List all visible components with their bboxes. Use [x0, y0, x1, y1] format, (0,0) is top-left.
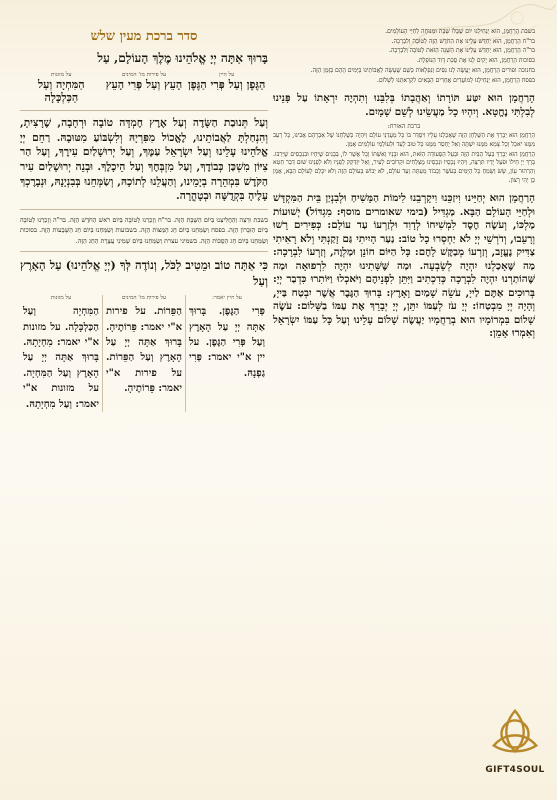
intro-line: בחנוכה ופורים הָרַחֲמָן, הוּא יַעֲשֶׂה לָנוּ נִסִּים וְנִפְלָאוֹת כְּשֵׁם שֶׁעָשָׂה לַאֲבוֹתֵינוּ בַּיָּמִים הָהֵם בַּזְּמַן הַזֶּה. [310, 66, 535, 74]
intro-line: בסוכות הָרַחֲמָן, הוּא יָקִים לָנוּ אֶת סֻכַּת דָּוִד הַנּוֹפָלֶת. [417, 57, 535, 65]
variant-column [103, 295, 185, 412]
divider [20, 209, 268, 210]
variant-heading: על מזונות [51, 72, 72, 79]
variant-text: הַפֵּרוֹת. על פירות א"י יאמר: פֵּרוֹתֶיהָ. בָּרוּךְ אַתָּה יְיָ עַל הָאָרֶץ וְעַל הַפֵּרוֹת. על פירות א"י יאמר: פֵּרוֹתֶיהָ. [106, 306, 182, 395]
right-column [273, 28, 535, 341]
closing-harachaman-paragraph: הָרַחֲמָן הוּא יְחַיֵּינוּ וִיזַכֵּנוּ וִיקָרְבֵנוּ לִימוֹת הַמָּשִׁיחַ וּלְבִנְיַן בֵּית הַמִּקְדָּשׁ וּלְחַיֵּי הָעוֹלָם הַבָּא. מַגְדִּיל (בימי שאומרים מוסף: מִגְדּוֹל) יְשׁוּעוֹת מַלְכּוֹ, וְעֹשֶׂה חֶסֶד לִמְשִׁיחוֹ לְדָוִד וּלְזַרְעוֹ עַד עוֹלָם: כְּפִירִים רָשׁוּ וְרָעֵבוּ, וְדֹרְשֵׁי יְיָ לֹא יַחְסְרוּ כָל טוֹב: נַעַר הָיִיתִי גַּם זָקַנְתִּי וְלֹא רָאִיתִי צַדִּיק נֶעֱזָב, וְזַרְעוֹ מְבַקֶּשׁ לָחֶם: כָּל הַיּוֹם חוֹנֵן וּמַלְוֶה, וְזַרְעוֹ לִבְרָכָה: מַה שֶּׁאָכַלְנוּ יִהְיֶה לְשָׂבְעָה. וּמַה שֶּׁשָּׁתִינוּ יִהְיֶה לִרְפוּאָה וּמַה שֶּׁהוֹתַרְנוּ יִהְיֶה לִבְרָכָה כְּדִכְתִיב וַיִּתֵּן לִפְנֵיהֶם וַיֹּאכְלוּ וַיּוֹתִרוּ כִּדְבַר יְיָ: בְּרוּכִים אַתֶּם לַייָ, עֹשֵׂה שָׁמַיִם וָאָרֶץ: בָּרוּךְ הַגֶּבֶר אֲשֶׁר יִבְטַח בַּייָ, וְהָיָה יְיָ מִבְטַחוֹ: יְיָ עֹז לְעַמּוֹ יִתֵּן, יְיָ יְבָרֵךְ אֶת עַמּוֹ בַשָּׁלוֹם: עֹשֶׂה שָׁלוֹם בִּמְרוֹמָיו הוּא בְרַחֲמָיו יַעֲשֶׂה שָׁלוֹם עָלֵינוּ וְעַל כָּל עַמּוֹ יִשְׂרָאֵל וְאִמְרוּ אָמֵן: [273, 192, 535, 340]
closing-blessing: כִּי אַתָּה טוֹב וּמֵטִיב לַכֹּל, וְנוֹדֶה לְּךָ (יְיָ אֱלֹהֵינוּ) עַל הָאָרֶץ וְעַל [20, 258, 268, 289]
variant-table-top [20, 72, 268, 104]
harachaman-paragraph: הָרַחֲמָן הוּא יִטַּע תּוֹרָתוֹ וְאַהֲבָתוֹ בְּלִבֵּנוּ וְתִהְיֶה יִרְאָתוֹ עַל פָּנֵינוּ לְבִלְתִּי נֶחֱטָא. וְיִהְיוּ כָל מַעֲשֵׂינוּ לְשֵׁם שָׁמָיִם. [273, 92, 535, 118]
guest-blessing-text: הָרַחֲמָן הוּא יְבָרֵךְ אֶת הַשֻּׁלְחָן הַזֶּה שֶׁאָכַלְנוּ עָלָיו וִיסַדֵּר בּוֹ כָּל מַעֲדַנֵּי עוֹלָם וְיִהְיֶה כְּשֻׁלְחָנוֹ שֶׁל אַבְרָהָם אָבִינוּ, כָּל רָעֵב מִמֶּנּוּ יֹאכַל וְכָל צָמֵא מִמֶּנּוּ יִשְׁתֶּה וְאַל יֶחְסַר מִמֶּנּוּ כָּל טוּב לָעַד וּלְעוֹלְמֵי עוֹלָמִים אָמֵן. [273, 132, 535, 148]
guest-blessing-label: ברכת האורח: [387, 123, 421, 131]
divider [20, 251, 268, 252]
variant-text: פְּרִי הַגֶּפֶן. בָּרוּךְ אַתָּה יְיָ עַל הָאָרֶץ וְעַל פְּרִי הַגֶּפֶן. על יין א"י יאמר: פְּרִי גַפְנָהּ. [189, 306, 265, 379]
triquetra-logo-icon [486, 703, 544, 761]
variant-column [20, 72, 103, 104]
variant-table-bottom [20, 295, 268, 412]
intro-block [273, 28, 535, 85]
opening-blessing: בָּרוּךְ אַתָּה יְיָ אֱלֹהֵינוּ מֶלֶךְ הָעוֹלָם, עַל [97, 51, 268, 65]
variant-heading: על היין [219, 72, 235, 79]
brand-logo [480, 703, 550, 793]
variant-heading: על מזונות [50, 295, 72, 302]
main-blessing-text: וְעַל תְּנוּבַת הַשָּׂדֶה וְעַל אֶרֶץ חֶמְדָּה טוֹבָה וּרְחָבָה, שֶׁרָצִיתָ, וְהִנְחַלְתָּ לַאֲבוֹתֵינוּ, לֶאֱכוֹל מִפִּרְיָהּ וְלִשְׂבּוֹעַ מִטּוּבָהּ. רַחֵם יְיָ אֱלֹהֵינוּ עָלֵינוּ וְעַל יִשְׂרָאֵל עַמֶּךָ, וְעַל יְרוּשָׁלַיִם עִירֶךָ, וְעַל הַר צִיּוֹן מִשְׁכַּן כְּבוֹדֶךָ, וְעַל מִזְבְּחֶךָ וְעַל הֵיכָלֶךָ. וּבְנֵה יְרוּשָׁלַיִם עִיר הַקֹּדֶשׁ בִּמְהֵרָה בְיָמֵינוּ, וְהַעֲלֵנוּ לְתוֹכָהּ, וְשַׂמְּחֵנוּ בְּבִנְיָנָהּ, וּנְבָרֶכְךָ עָלֶיהָ בִּקְדֻשָּׁה וּבְטָהֳרָה. [20, 117, 268, 203]
column-divider [102, 295, 103, 412]
variant-heading: על פירות מז' המינים [121, 72, 167, 79]
variant-text: הָעֵץ וְעַל פְּרִי הָעֵץ [105, 78, 183, 92]
guest-blessing-text: הָרַחֲמָן הוּא יְבָרֵךְ בַּעַל הַבַּיִת הַזֶּה וּבַעַל הַסְּעוּדָה הַזֹּאת, הוּא וּבָנָיו וְאִשְׁתּוֹ וְכָל אֲשֶׁר לוֹ, בְּבָנִים שֶׁיִּחְיוּ וּבִנְכָסִים שֶׁיִּרְבּוּ. בָּרֵךְ יְיָ חֵילוֹ וּפֹעַל יָדָיו תִּרְצֶה, וְיִהְיוּ נְכָסָיו וּנְכָסֵינוּ מֻצְלָחִים וּקְרוֹבִים לָעִיר, וְאַל יִזְדַּקֵּק לְפָנָיו וְלֹא לְפָנֵינוּ שׁוּם דְּבַר חֵטְא וְהִרְהוּר עָוֹן, שָׂשׂ וְשָׂמֵחַ כָּל הַיָּמִים בְּעֹשֶׁר וְכָבוֹד מֵעַתָּה וְעַד עוֹלָם, לֹא יֵבוֹשׁ בָּעוֹלָם הַזֶּה וְלֹא יִכָּלֵם לָעוֹלָם הַבָּא, אָמֵן כֵּן יְהִי רָצוֹן. [273, 150, 535, 184]
intro-line: בשבת הָרַחֲמָן, הוּא יַנְחִילֵנוּ יוֹם שֶׁכֻּלּוֹ שַׁבָּת וּמְנוּחָה לְחַיֵּי הָעוֹלָמִים. [385, 28, 535, 35]
variant-heading: על היין יאמר: [212, 295, 242, 302]
page-title: סדר ברכת מעין שלש [90, 29, 198, 44]
intro-line: בר"ה הָרַחֲמָן, הוּא יְחַדֵּשׁ עָלֵינוּ אֶת הַשָּׁנָה הַזֹּאת לְטוֹבָה וְלִבְרָכָה. [388, 47, 535, 55]
brand-name: GIFT4SOUL [485, 765, 545, 775]
left-column [20, 28, 268, 412]
intro-line: בפסח הָרַחֲמָן, הוּא יַנְחִילֵנוּ לְמוֹעֲדִים אֲחֵרִים הַבָּאִים לִקְרָאתֵנוּ לְשָׁלוֹם. [376, 76, 535, 84]
variant-heading: על פירות מז' המינים [121, 295, 167, 302]
intro-line: בר"ח הָרַחֲמָן, הוּא יְחַדֵּשׁ עָלֵינוּ אֶת הַחֹדֶשׁ הַזֶּה לְטוֹבָה וְלִבְרָכָה. [391, 37, 535, 45]
column-divider [185, 295, 186, 412]
variant-column [185, 72, 268, 104]
variant-text: הַמִּחְיָה וְעַל הַכַּלְכָּלָה [38, 78, 85, 105]
variant-column [20, 295, 102, 412]
variant-text: הַמִּחְיָה וְעַל הַכַּלְכָּלָה. על מזונות א"י יאמר: מִחְיָתָהּ. בָּרוּךְ אַתָּה יְיָ עַל הָאָרֶץ וְעַל הַמִּחְיָה. על מזונות א"י יאמר: וְעַל מִחְיָתָהּ. [23, 306, 99, 410]
variant-column [103, 72, 186, 104]
divider [20, 110, 268, 111]
variant-column [186, 295, 268, 412]
holiday-insertions: בשבת וּרְצֵה וְהַחֲלִיצֵנוּ בְּיוֹם הַשַּׁבָּת הַזֶּה. בר"ח וְזָכְרֵנוּ לְטוֹבָה בְּיוֹם רֹאשׁ הַחֹדֶשׁ הַזֶּה. בר"ה וְזָכְרֵנוּ לְטוֹבָה בְּיוֹם הַזִּכָּרוֹן הַזֶּה. בפסח וְשַׂמְּחֵנוּ בְּיוֹם חַג הַמַּצּוֹת הַזֶּה. בשבועות וְשַׂמְּחֵנוּ בְּיוֹם חַג הַשָּׁבֻעוֹת הַזֶּה. בסוכות וְשַׂמְּחֵנוּ בְּיוֹם חַג הַסֻּכּוֹת הַזֶּה. בשמיני עצרת וְשַׂמְּחֵנוּ בְּיוֹם שְׁמִינִי עֲצֶרֶת הַחַג הַזֶּה. [20, 215, 268, 245]
variant-text: הַגֶּפֶן וְעַל פְּרִי הַגֶּפֶן [187, 78, 266, 92]
